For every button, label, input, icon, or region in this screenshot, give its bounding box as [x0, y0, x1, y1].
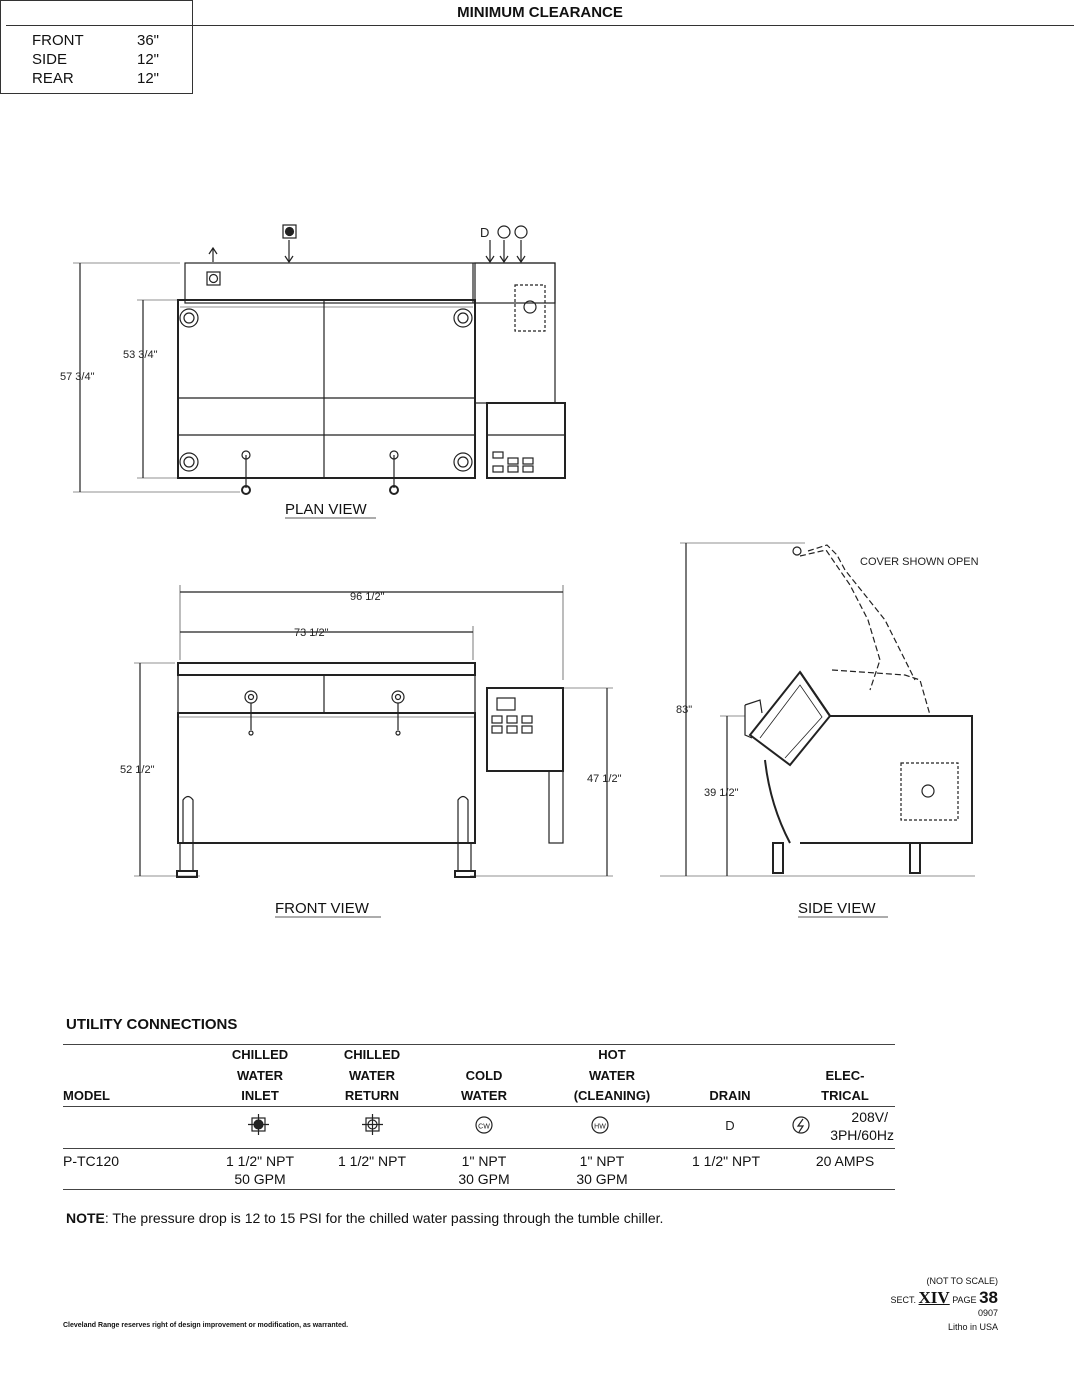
svg-text:CW: CW	[478, 1123, 490, 1131]
page-value: 38	[979, 1288, 998, 1307]
clearance-label: REAR	[32, 70, 74, 87]
chilled-inlet-icon	[248, 1114, 269, 1135]
header-return-3: RETURN	[344, 1088, 400, 1103]
cell-hot-flow: 30 GPM	[576, 1171, 628, 1187]
page-label: PAGE	[952, 1295, 977, 1305]
front-view-title: FRONT VIEW	[275, 900, 369, 917]
front-dim-width-outer: 96 1/2"	[350, 591, 385, 603]
plan-dim-outer: 57 3/4"	[60, 371, 95, 383]
elec-phase: 3PH/60Hz	[830, 1127, 894, 1143]
cell-inlet-flow: 50 GPM	[234, 1171, 286, 1187]
front-dim-height-left: 52 1/2"	[120, 764, 155, 776]
header-elec-2: TRICAL	[821, 1088, 869, 1103]
plan-symbol-d: D	[480, 225, 490, 240]
footer-disclaimer: Cleveland Range reserves right of design improvement or modification, as warranted.	[63, 1322, 349, 1329]
header-cold-1: COLD	[465, 1068, 503, 1083]
header-hot-1: HOT	[598, 1047, 626, 1062]
clearance-title: MINIMUM CLEARANCE	[457, 4, 623, 21]
plan-view-drawing	[60, 225, 565, 518]
note-text: : The pressure drop is 12 to 15 PSI for the chilled water passing through the tumble chiller.	[104, 1210, 664, 1226]
front-dim-width-inner: 73 1/2"	[294, 627, 329, 639]
clearance-value: 12"	[137, 51, 160, 68]
header-cold-2: WATER	[461, 1088, 507, 1103]
not-to-scale: (NOT TO SCALE)	[926, 1276, 998, 1286]
front-dim-height-right: 47 1/2"	[587, 773, 622, 785]
svg-text:D: D	[725, 1118, 735, 1133]
cell-cold-flow: 30 GPM	[458, 1171, 510, 1187]
electrical-icon	[793, 1117, 809, 1133]
header-model: MODEL	[63, 1088, 110, 1103]
cell-cold-size: 1" NPT	[461, 1153, 507, 1169]
table-rule-symbols	[63, 1148, 895, 1149]
pressure-note	[66, 1210, 663, 1226]
header-return-1: CHILLED	[343, 1047, 401, 1062]
header-inlet-3: INLET	[241, 1088, 279, 1103]
header-hot-2: WATER	[589, 1068, 635, 1083]
chilled-return-icon	[362, 1114, 383, 1135]
header-hot-3: (CLEANING)	[573, 1088, 651, 1103]
header-elec-1: ELEC-	[825, 1068, 865, 1083]
cell-model: P-TC120	[63, 1153, 120, 1169]
header-inlet-1: CHILLED	[231, 1047, 289, 1062]
clearance-label: FRONT	[32, 32, 84, 49]
plan-dim-inner: 53 3/4"	[123, 349, 158, 361]
elec-voltage: 208V/	[851, 1109, 888, 1125]
cell-electrical: 20 AMPS	[815, 1153, 875, 1169]
sect-label: SECT.	[890, 1295, 917, 1305]
cell-drain-size: 1 1/2" NPT	[692, 1153, 760, 1169]
hot-water-icon	[592, 1117, 608, 1133]
cell-hot-size: 1" NPT	[579, 1153, 625, 1169]
cell-inlet-size: 1 1/2" NPT	[226, 1153, 294, 1169]
side-cover-note: COVER SHOWN OPEN	[860, 556, 979, 568]
cold-water-icon	[476, 1117, 492, 1133]
clearance-label: SIDE	[32, 51, 68, 68]
clearance-value: 36"	[137, 32, 160, 49]
utility-connections-title: UTILITY CONNECTIONS	[66, 1016, 238, 1033]
side-dim-total: 83"	[676, 704, 693, 716]
side-dim-lower: 39 1/2"	[704, 787, 739, 799]
svg-text:HW: HW	[594, 1123, 606, 1131]
cell-return-size: 1 1/2" NPT	[338, 1153, 406, 1169]
side-view-title: SIDE VIEW	[798, 900, 876, 917]
note-label: NOTE	[66, 1210, 105, 1226]
header-drain: DRAIN	[709, 1088, 751, 1103]
litho-note: Litho in USA	[947, 1322, 998, 1332]
drain-icon	[725, 1118, 734, 1133]
header-inlet-2: WATER	[237, 1068, 283, 1083]
side-view-drawing	[660, 543, 979, 917]
plan-view-title: PLAN VIEW	[285, 501, 367, 518]
table-rule-bottom	[63, 1189, 895, 1190]
sect-value: XIV	[918, 1288, 950, 1307]
clearance-value: 12"	[137, 70, 160, 87]
symbol-row	[0, 1110, 1080, 1146]
table-rule-header	[63, 1106, 895, 1107]
table-rule-top	[63, 1044, 895, 1045]
section-page	[860, 1288, 998, 1308]
header-return-2: WATER	[349, 1068, 395, 1083]
front-view-drawing	[120, 585, 622, 917]
print-code: 0907	[977, 1308, 998, 1318]
